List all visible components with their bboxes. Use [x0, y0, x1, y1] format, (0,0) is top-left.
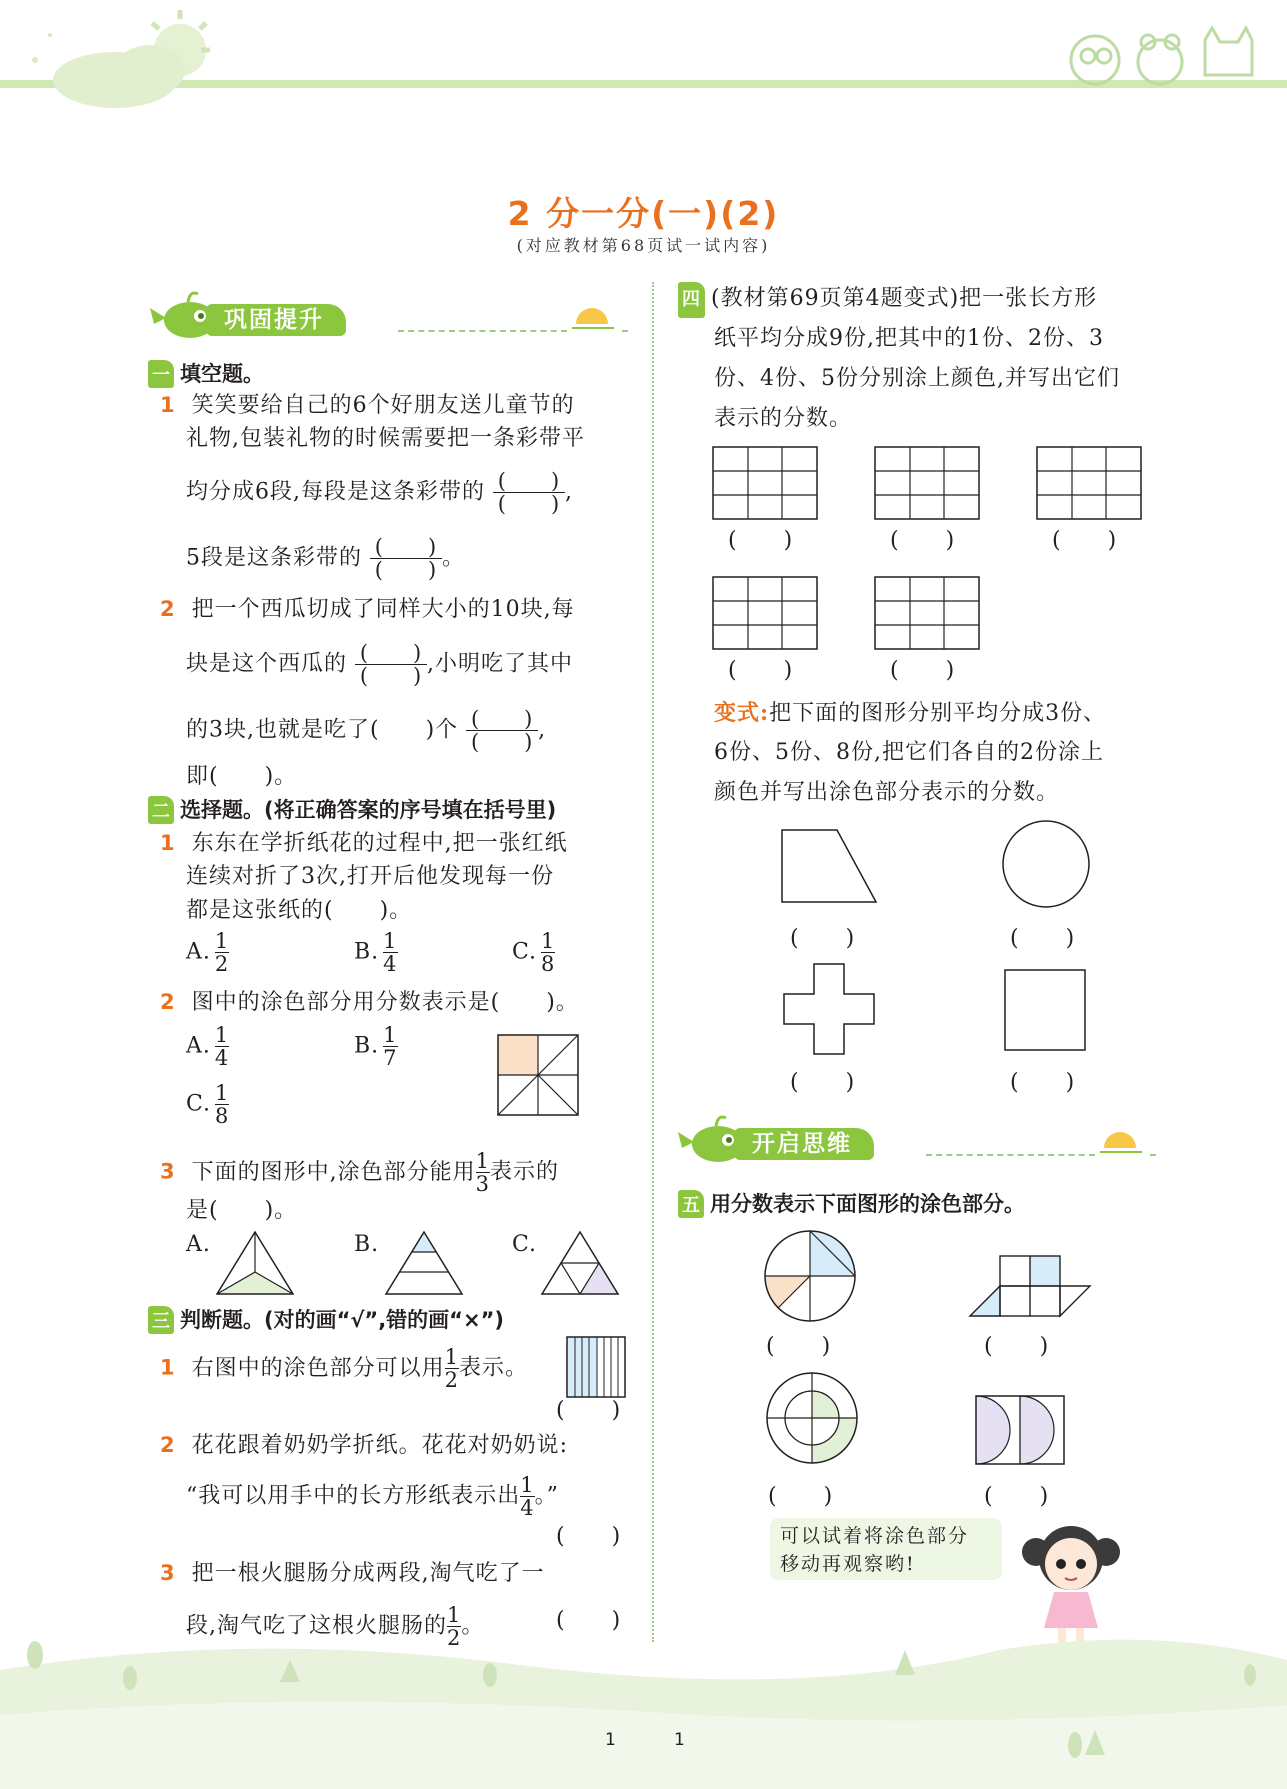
answer-blank[interactable]: ( )	[556, 1524, 622, 1549]
page-title: 2 分一分(一)(2)	[507, 194, 780, 233]
section-badge: 五	[678, 1190, 704, 1218]
cross-shape	[782, 962, 878, 1058]
section-5-heading	[678, 1188, 1025, 1218]
q2-1-option-a[interactable]: A. $\frac{1}{2}$	[186, 929, 230, 976]
section-badge: 一	[148, 360, 174, 388]
square-shape	[1003, 968, 1089, 1054]
answer-blank[interactable]: ( )	[766, 1334, 832, 1359]
question-number: 3	[160, 1561, 176, 1585]
q1-1	[160, 388, 575, 423]
text-line: (教材第69页第4题变式)把一张长方形	[711, 286, 1098, 311]
q2-3-option-b[interactable]: B.	[354, 1232, 380, 1257]
q2-3: 3 下面的图形中,涂色部分能用 $\frac{1}{3}$ 表示的	[160, 1149, 560, 1196]
hint-line: 可以试着将涂色部分	[780, 1525, 970, 1547]
section-title: 选择题。(将正确答案的序号填在括号里)	[180, 798, 557, 822]
question-number: 2	[160, 1433, 176, 1457]
hint-line: 移动再观察哟!	[780, 1553, 916, 1575]
text-line: 表示的	[490, 1159, 560, 1185]
q2-1-option-c[interactable]: C. $\frac{1}{8}$	[512, 929, 556, 976]
q1-2	[160, 592, 575, 627]
text-line: 把一个西瓜切成了同样大小的10块,每	[191, 597, 575, 622]
landscape-decoration	[0, 1620, 1287, 1789]
q2-1	[160, 826, 568, 861]
striped-rectangle-diagram	[566, 1336, 626, 1398]
text-line: 即( )。	[186, 764, 298, 789]
section-title: 用分数表示下面图形的涂色部分。	[710, 1192, 1025, 1216]
cloud-sun-decoration	[20, 5, 210, 115]
question-number: 2	[160, 597, 176, 621]
page-number: 1	[605, 1730, 616, 1750]
q2-2-option-a[interactable]: A. $\frac{1}{4}$	[186, 1023, 230, 1070]
answer-blank[interactable]: ( )	[984, 1334, 1050, 1359]
grid-3x3-1	[712, 446, 822, 522]
answer-blank[interactable]: ( )	[768, 1484, 834, 1509]
text-line: 都是这张纸的( )。	[186, 898, 413, 923]
question-number: 1	[160, 1355, 176, 1380]
section-2-heading	[148, 794, 556, 824]
q3-3-line2: 段,淘气吃了这根火腿肠的 $\frac{1}{2}$ 。	[186, 1603, 485, 1650]
answer-blank[interactable]: ( )	[890, 528, 956, 553]
answer-blank[interactable]: ( )	[790, 1070, 856, 1095]
text-line: 块是这个西瓜的	[186, 651, 348, 677]
section-badge: 三	[148, 1306, 174, 1334]
column-divider	[652, 282, 654, 1642]
sunset-icon	[1096, 1122, 1146, 1162]
q1-1-line3: 均分成6段,每段是这条彩带的 $\frac{( )}{( )}$ ,	[186, 469, 573, 516]
triangle-a-diagram	[215, 1230, 295, 1296]
q2-2-option-b[interactable]: B. $\frac{1}{7}$	[354, 1023, 398, 1070]
answer-blank[interactable]: ( )	[1010, 926, 1076, 951]
text-line: 把一根火腿肠分成两段,淘气吃了一	[191, 1561, 545, 1586]
section-1-heading	[148, 358, 264, 388]
q1-1-line4: 5段是这条彩带的 $\frac{( )}{( )}$ 。	[186, 535, 466, 582]
q3-1: 1 右图中的涂色部分可以用 $\frac{1}{2}$ 表示。	[160, 1345, 529, 1392]
triangle-c-diagram	[540, 1230, 620, 1296]
section-banner-consolidate	[148, 300, 628, 340]
text-line: 5段是这条彩带的	[186, 545, 362, 571]
q2-2-option-c[interactable]: C. $\frac{1}{8}$	[186, 1081, 230, 1128]
text-line: 6份、5份、8份,把它们各自的2份涂上	[714, 740, 1104, 765]
answer-blank[interactable]: ( )	[556, 1398, 622, 1423]
text-line: 笑笑要给自己的6个好朋友送儿童节的	[191, 393, 575, 418]
banner-label: 开启思维	[734, 1128, 874, 1160]
answer-blank[interactable]: ( )	[1052, 528, 1118, 553]
answer-blank[interactable]: ( )	[1010, 1070, 1076, 1095]
question-number: 3	[160, 1159, 176, 1184]
answer-blank[interactable]: ( )	[790, 926, 856, 951]
text-line: 均分成6段,每段是这条彩带的	[186, 479, 485, 505]
text-line: 花花跟着奶奶学折纸。花花对奶奶说:	[191, 1433, 569, 1458]
text-line: “我可以用手中的长方形纸表示出	[186, 1483, 521, 1509]
text-line: 表示的分数。	[714, 406, 853, 431]
page-number: 1	[674, 1730, 685, 1750]
banner-label: 巩固提升	[206, 304, 346, 336]
text-line: 段,淘气吃了这根火腿肠的	[186, 1613, 447, 1639]
q3-3	[160, 1556, 545, 1591]
animal-faces-decoration	[1060, 20, 1260, 90]
question-number: 2	[160, 990, 176, 1014]
parallelogram-grid-diagram	[962, 1254, 1092, 1320]
blank-fraction[interactable]: $\frac{( )}{( )}$	[493, 470, 565, 515]
question-number: 1	[160, 393, 176, 417]
text-line: 连续对折了3次,打开后他发现每一份	[186, 864, 554, 889]
page-subtitle: (对应教材第68页试一试内容)	[516, 236, 771, 255]
text-line: 纸平均分成9份,把其中的1份、2份、3	[714, 326, 1104, 351]
grid-3x3-4	[712, 576, 822, 652]
blank-fraction[interactable]: $\frac{( )}{( )}$	[355, 642, 427, 687]
circle-quarters-diagram	[762, 1228, 858, 1324]
text-line: 图中的涂色部分用分数表示是( )。	[191, 990, 579, 1015]
grid-3x3-5	[874, 576, 984, 652]
text-line: 下面的图形中,涂色部分能用	[191, 1159, 476, 1185]
q1-2-line2: 块是这个西瓜的 $\frac{( )}{( )}$ ,小明吃了其中	[186, 641, 574, 688]
grid-3x3-2	[874, 446, 984, 522]
circle-shape	[1000, 818, 1092, 910]
section-badge: 四	[678, 282, 705, 318]
text-line: 的3块,也就是吃了( )个	[186, 717, 459, 743]
q2-2	[160, 985, 579, 1020]
section-4-line1	[678, 282, 1097, 318]
hint-bubble	[770, 1518, 1002, 1580]
section-title: 填空题。	[180, 362, 264, 386]
trapezoid-shape	[780, 828, 880, 906]
section-banner-thinking	[676, 1124, 1156, 1164]
q3-2-line2: “我可以用手中的长方形纸表示出 $\frac{1}{4}$ 。”	[186, 1473, 559, 1520]
q2-3-option-c[interactable]: C.	[512, 1232, 538, 1257]
answer-blank[interactable]: ( )	[728, 528, 794, 553]
ring-diagram	[764, 1370, 860, 1466]
answer-blank[interactable]: ( )	[890, 658, 956, 683]
question-number: 1	[160, 831, 176, 855]
grid-3x3-3	[1036, 446, 1146, 522]
blank-fraction[interactable]: $\frac{( )}{( )}$	[370, 536, 442, 581]
semicircle-rect-diagram	[974, 1394, 1070, 1468]
variant-label: 变式:	[714, 700, 770, 726]
text-line: 颜色并写出涂色部分表示的分数。	[714, 780, 1060, 805]
answer-blank[interactable]: ( )	[556, 1608, 622, 1633]
blank-fraction[interactable]: $\frac{( )}{( )}$	[466, 708, 538, 753]
section-badge: 二	[148, 796, 174, 824]
variant-line1	[714, 696, 1106, 731]
answer-blank[interactable]: ( )	[728, 658, 794, 683]
q2-1-option-b[interactable]: B. $\frac{1}{4}$	[354, 929, 398, 976]
text-line: 是( )。	[186, 1198, 298, 1223]
text-line: 份、4份、5份分别涂上颜色,并写出它们	[714, 366, 1120, 391]
sunset-icon	[568, 298, 618, 338]
text-line: 右图中的涂色部分可以用	[191, 1355, 445, 1381]
text-line: 表示。	[459, 1355, 529, 1381]
section-title: 判断题。(对的画“√”,错的画“×”)	[180, 1308, 504, 1332]
square-diagram-eighths	[497, 1034, 579, 1116]
q3-2	[160, 1428, 568, 1463]
triangle-b-diagram	[384, 1230, 464, 1296]
section-3-heading	[148, 1304, 504, 1334]
q1-2-line3: 的3块,也就是吃了( )个 $\frac{( )}{( )}$ ,	[186, 707, 547, 754]
answer-blank[interactable]: ( )	[984, 1484, 1050, 1509]
text-line: 把下面的图形分别平均分成3份、	[769, 701, 1107, 726]
text-line: 礼物,包装礼物的时候需要把一条彩带平	[186, 426, 585, 451]
q2-3-option-a[interactable]: A.	[186, 1232, 211, 1257]
text-line: 东东在学折纸花的过程中,把一张红纸	[191, 831, 568, 856]
